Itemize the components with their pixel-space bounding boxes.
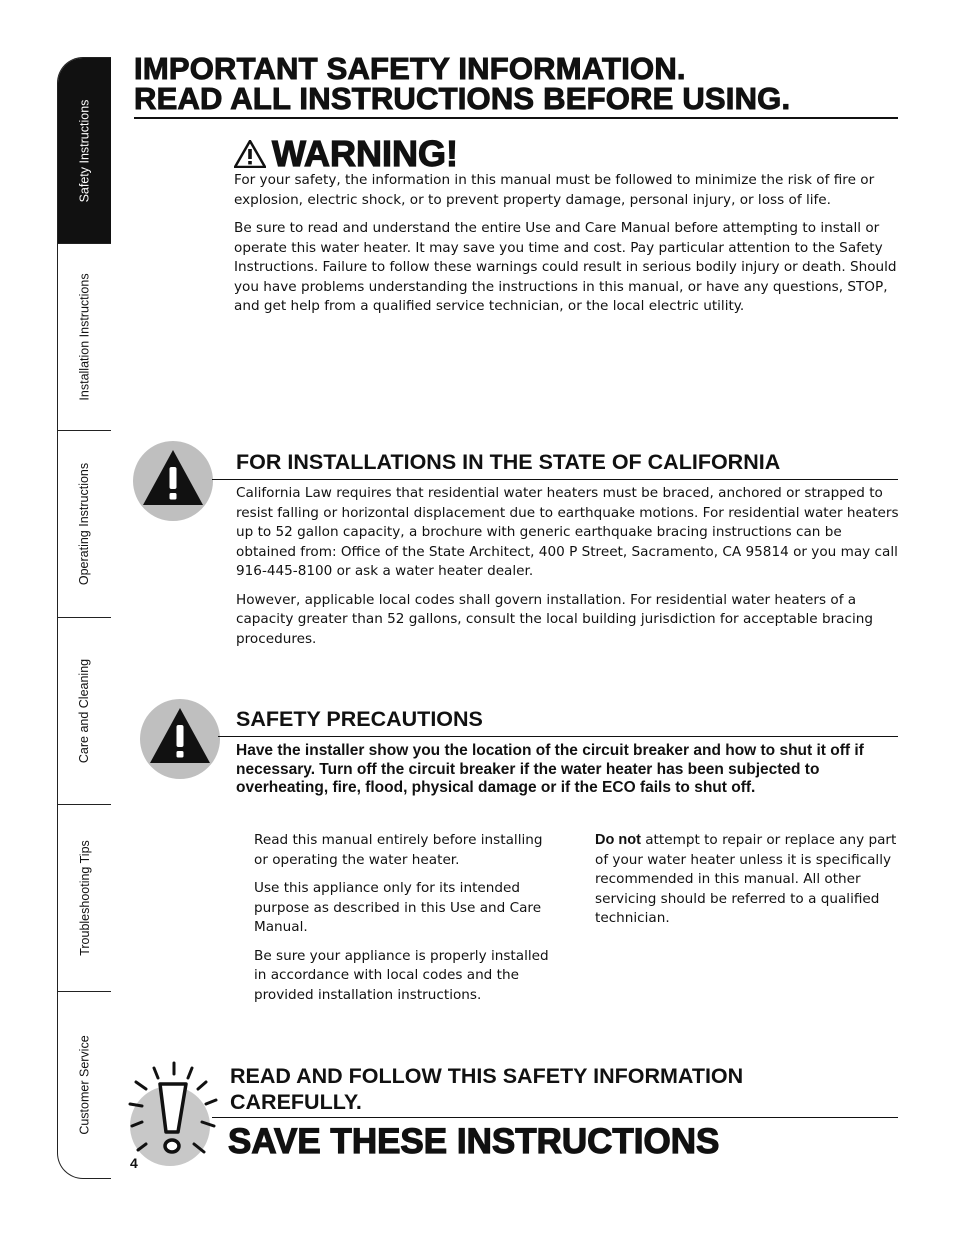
precautions-heading: SAFETY PRECAUTIONS — [236, 707, 483, 731]
caution-exclamation-icon — [141, 447, 205, 509]
exclamation-burst-icon — [124, 1060, 220, 1172]
page-number: 4 — [130, 1155, 138, 1171]
warning-paragraph-1: For your safety, the information in this manual must be followed to minimize the risk of fire or explosion, electric shock, or to prevent property damage, personal injury, or loss of life. — [234, 172, 875, 208]
precaution-item: Be sure your appliance is properly installed in accordance with local codes and the provided installation instructions. — [254, 947, 549, 1003]
do-not-rest: attempt to repair or replace any part of your water heater unless it is specifically recommended in this manual. All other servicing should be referred to a qualified technician. — [595, 832, 897, 926]
tab-safety-instructions[interactable]: Safety Instructions — [58, 58, 111, 244]
warning-body — [234, 171, 900, 326]
california-heading: FOR INSTALLATIONS IN THE STATE OF CALIFORNIA — [236, 450, 781, 474]
headline-rule — [134, 117, 898, 119]
california-caution-badge — [133, 441, 213, 521]
warning-paragraph-2: Be sure to read and understand the entire Use and Care Manual before attempting to install or operate this water heater. It may save you time and cost. Pay particular attention to the Safety Instructions. Failure to follow these warnings could result in serious bodily injury or death. Should you have problems understanding the instructions in this manual, or have any questions, STOP, and get help from a qualified service technician, or the local electric utility. — [234, 220, 897, 314]
precaution-item: Read this manual entirely before installing or operating the water heater. — [254, 832, 543, 868]
page-headline — [134, 51, 898, 116]
headline-line-2: READ ALL INSTRUCTIONS BEFORE USING. — [134, 81, 791, 116]
headline-line-1: IMPORTANT SAFETY INFORMATION. — [134, 51, 686, 86]
caution-exclamation-icon — [148, 705, 212, 767]
side-tab-strip — [57, 57, 111, 1179]
tab-care-and-cleaning[interactable]: Care and Cleaning — [58, 618, 111, 805]
precaution-do-not-item — [595, 831, 900, 929]
read-and-follow-heading: READ AND FOLLOW THIS SAFETY INFORMATION CAREFULLY. — [230, 1064, 744, 1114]
tab-customer-service[interactable]: Customer Service — [77, 1035, 92, 1135]
footer-rule — [212, 1117, 898, 1118]
precautions-left-column — [254, 831, 554, 1014]
california-paragraph-1: California Law requires that residential water heaters must be braced, anchored or strapped to resist falling or horizontal displacement due to earthquake motions. For residential water heaters up to 52 gallon capacity, a brochure with generic earthquake bracing instructions can be obtained from: Office of the State Architect, 400 P Street, Sacramento, CA 95814 or you may call 916-445-8100 or ask a water heater dealer. — [236, 485, 899, 579]
california-rule — [212, 479, 898, 480]
warning-title: WARNING! — [234, 134, 458, 174]
california-body — [236, 484, 900, 658]
precautions-rule — [218, 736, 898, 737]
save-these-instructions: SAVE THESE INSTRUCTIONS — [228, 1122, 720, 1161]
precautions-right-column — [595, 831, 900, 938]
tab-troubleshooting-tips[interactable]: Troubleshooting Tips — [58, 805, 111, 992]
tab-installation-instructions[interactable]: Installation Instructions — [58, 244, 111, 431]
tab-operating-instructions[interactable]: Operating Instructions — [58, 431, 111, 618]
california-paragraph-2: However, applicable local codes shall govern installation. For residential water heaters of a capacity greater than 52 gallons, consult the local building jurisdiction for acceptable bracing procedures. — [236, 591, 874, 647]
do-not-lead: Do not — [595, 832, 641, 848]
warning-triangle-icon — [234, 140, 266, 168]
precautions-caution-badge — [140, 699, 220, 779]
precautions-bold-warning: Have the installer show you the location of the circuit breaker and how to shut it off if necessary. Turn off the circuit breaker if the water heater has been subjected to overheating, fire, flood, physical damage or if the ECO fails to shut off. — [236, 742, 864, 796]
precaution-item: Use this appliance only for its intended purpose as described in this Use and Care Manual. — [254, 880, 542, 935]
